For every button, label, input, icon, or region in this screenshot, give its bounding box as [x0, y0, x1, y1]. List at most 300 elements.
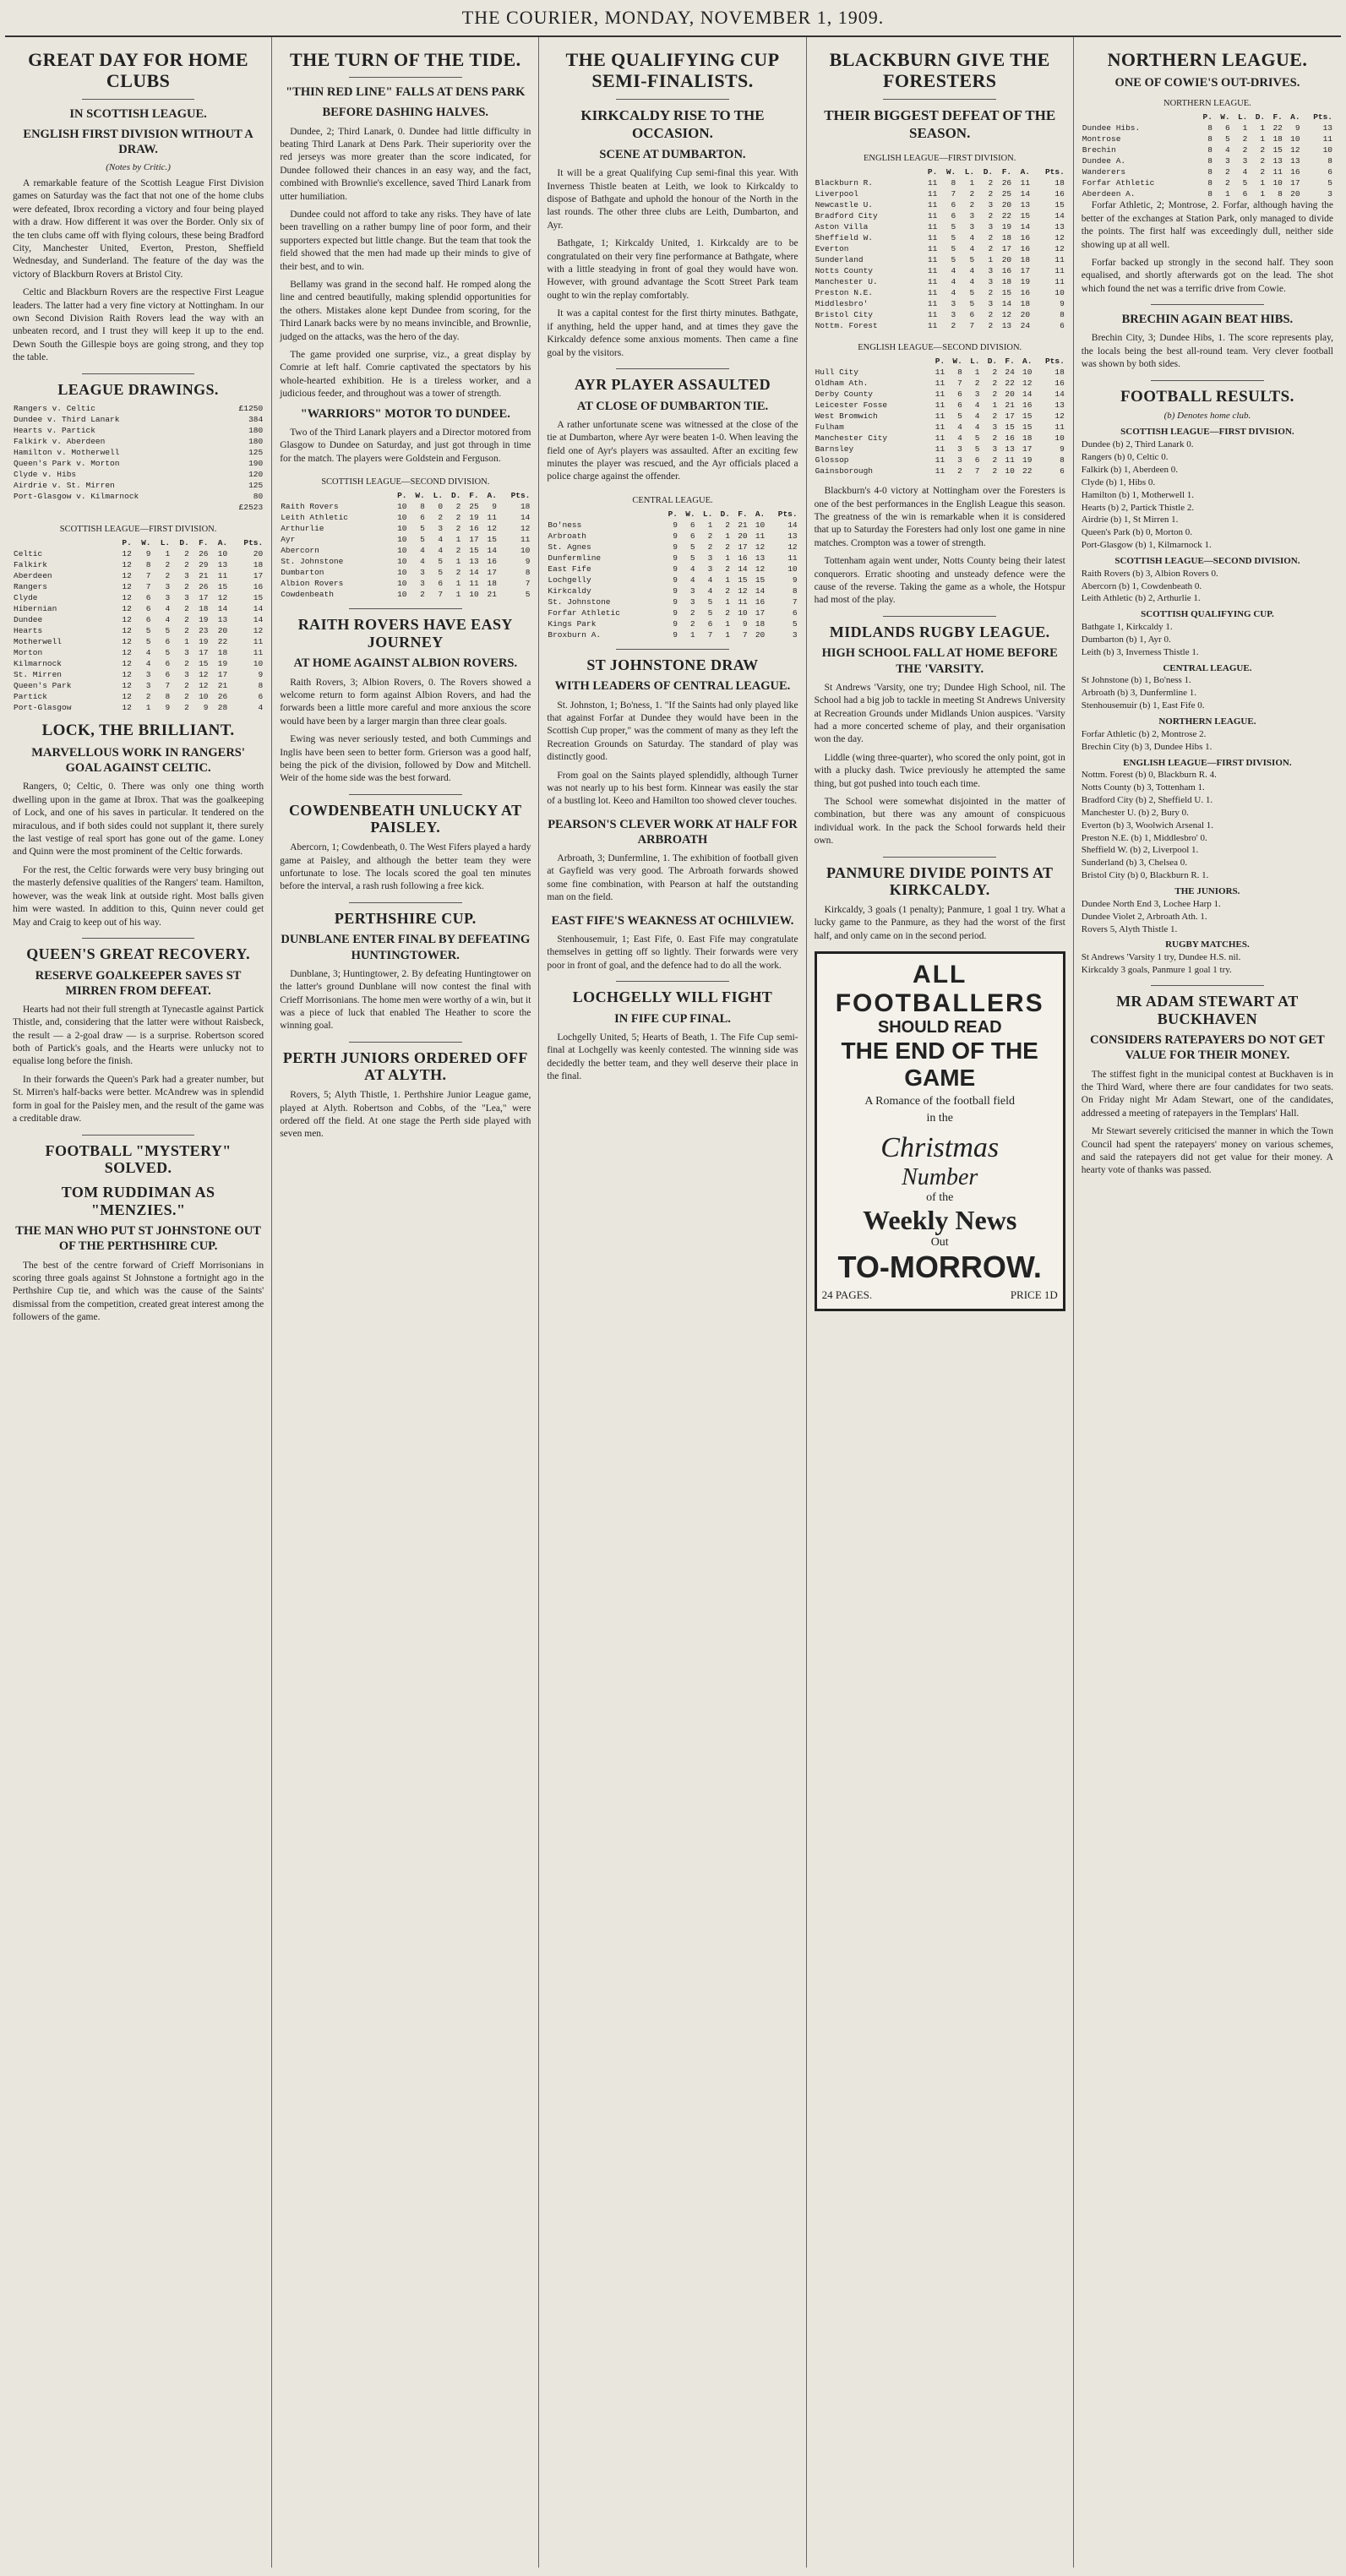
- list-item: Leith Athletic (b) 2, Arthurlie 1.: [1081, 593, 1201, 604]
- column-header: W.: [415, 491, 425, 501]
- table-cell: Motherwell: [14, 637, 63, 647]
- table-cell: 8: [525, 568, 531, 578]
- results-list: [1082, 426, 1333, 976]
- table-cell: 11: [935, 400, 945, 411]
- table-row: [13, 403, 264, 414]
- table-cell: Liverpool: [815, 189, 858, 199]
- article-paragraph: A rather unfortunate scene was witnessed at the close of the tie at Dumbarton, where Ayr were beaten 1-0. When leaving the field one of Ayr's players was assaulted. After an exciting few minutes the player was rescued, and the Ayr officials placed a police charge against the offender.: [547, 419, 798, 482]
- table-cell: 2: [184, 604, 189, 614]
- english-first-division-table: [815, 150, 1065, 331]
- table-row: [13, 603, 264, 614]
- table-cell: 3: [1224, 156, 1230, 166]
- table-cell: 4: [974, 400, 980, 411]
- article-perthshire-cup: [280, 910, 531, 1033]
- table-cell: 1: [1260, 189, 1266, 199]
- table-cell: 10: [397, 513, 407, 523]
- table-cell: 5: [145, 626, 151, 636]
- table-cell: Airdrie v. St. Mirren: [14, 481, 115, 491]
- table-cell: 6: [165, 670, 171, 680]
- headline-queens: QUEEN'S GREAT RECOVERY.: [26, 945, 250, 962]
- table-cell: 6: [420, 513, 425, 523]
- table-cell: 1: [1260, 134, 1266, 144]
- table-row: [815, 188, 1065, 199]
- table-cell: Abercorn: [281, 546, 319, 556]
- table-cell: 11: [935, 466, 945, 477]
- table-cell: 5: [438, 568, 444, 578]
- article-paragraph: For the rest, the Celtic forwards were very busy bringing out the masterly defensive qualities of the Rangers' team. Hamilton, however, was the weak link at outside right. Most balls given him were wasted. In addition to this, Quinn never could get May and Craig to keep out of his way.: [13, 864, 264, 928]
- table-cell: 11: [927, 222, 938, 232]
- column-header: [280, 490, 390, 501]
- list-item: Rangers (b) 0, Celtic 0.: [1081, 452, 1169, 463]
- table-cell: 3: [184, 648, 189, 658]
- ad-line: TO-MORROW.: [837, 1250, 1042, 1285]
- table-row: [815, 287, 1065, 298]
- table-cell: Derby County: [815, 389, 874, 400]
- table-cell: 13: [1001, 321, 1012, 331]
- table-cell: 11: [1054, 255, 1065, 265]
- column-header: F.: [469, 491, 479, 501]
- table-cell: 26: [1001, 178, 1012, 188]
- divider: [82, 373, 195, 374]
- table-row: [1082, 144, 1333, 155]
- table-row: [815, 243, 1065, 254]
- table-cell: Broxburn A.: [548, 629, 602, 640]
- table-cell: 12: [738, 585, 748, 596]
- table-cell: 4: [969, 277, 975, 287]
- article-blackburn-body: [815, 485, 1065, 607]
- table-cell: 12: [1054, 244, 1065, 254]
- results-section-heading: CENTRAL LEAGUE.: [1163, 662, 1252, 673]
- table-cell: 12: [122, 659, 132, 669]
- table-cell: 2: [992, 433, 998, 444]
- table-cell: 9: [673, 575, 678, 585]
- table-row: [13, 559, 264, 570]
- article-turn-of-tide: [280, 49, 531, 466]
- table-cell: 18: [253, 560, 264, 570]
- table-cell: Newcastle U.: [815, 200, 874, 210]
- subhead-brechin: BRECHIN AGAIN BEAT HIBS.: [1121, 313, 1294, 327]
- table-cell: 2: [184, 681, 189, 691]
- table-row: [1082, 166, 1333, 177]
- table-cell: Dundee A.: [1082, 156, 1126, 166]
- table-cell: 1: [988, 255, 994, 265]
- table-cell: 3: [145, 670, 151, 680]
- table-cell: 5: [969, 288, 975, 298]
- table-cell: 18: [1020, 299, 1031, 309]
- table-cell: 29: [199, 560, 209, 570]
- table-cell: 12: [122, 648, 132, 658]
- table-cell: 1: [1260, 178, 1266, 188]
- subhead-queens: RESERVE GOALKEEPER SAVES ST MIRREN FROM DEFEAT.: [35, 968, 242, 998]
- table-cell: 18: [755, 618, 766, 629]
- table-header-row: [1082, 112, 1333, 123]
- table-cell: 10: [1005, 466, 1015, 477]
- table-cell: 2: [455, 546, 461, 556]
- table-cell: 3: [1327, 189, 1332, 199]
- table-row: [280, 589, 531, 600]
- table-cell: 6: [258, 692, 264, 702]
- table-cell: Oldham Ath.: [815, 379, 869, 389]
- table-cell: 5: [1242, 178, 1248, 188]
- table-cell: 2: [1260, 145, 1266, 155]
- table-row: [13, 480, 264, 491]
- table-cell: 10: [397, 524, 407, 534]
- advertisement-weekly-news: [815, 951, 1065, 1311]
- column-header: L.: [160, 538, 171, 548]
- table-cell: 12: [1001, 310, 1012, 320]
- table-cell: 6: [145, 593, 151, 603]
- list-item: Queen's Park (b) 0, Morton 0.: [1081, 527, 1193, 538]
- table-cell: 11: [927, 189, 938, 199]
- table-cell: 19: [1001, 222, 1012, 232]
- table-cell: 24: [1005, 368, 1015, 378]
- table-cell: 17: [1001, 244, 1012, 254]
- table-cell: Manchester U.: [815, 277, 878, 287]
- table-cell: 23: [199, 626, 209, 636]
- table-cell: 17: [253, 571, 264, 581]
- divider: [883, 99, 996, 100]
- table-cell: 12: [122, 582, 132, 592]
- column-header: P.: [397, 491, 407, 501]
- table-cell: 18: [1272, 134, 1283, 144]
- table-cell: Aston Villa: [815, 222, 869, 232]
- table-cell: 2: [957, 466, 962, 477]
- table-cell: 6: [165, 637, 171, 647]
- column-header: F.: [738, 509, 748, 519]
- table-cell: 12: [1022, 379, 1033, 389]
- headline-great-day: GREAT DAY FOR HOME CLUBS: [28, 49, 249, 92]
- ad-line: A Romance of the football field: [864, 1095, 1016, 1108]
- table-cell: 4: [951, 288, 956, 298]
- table-cell: Barnsley: [815, 444, 854, 455]
- column-header: W.: [945, 167, 956, 177]
- table-cell: 2: [184, 626, 189, 636]
- ad-line: in the: [926, 1112, 953, 1125]
- table-cell: 3: [969, 211, 975, 221]
- table-cell: 180: [248, 437, 264, 447]
- list-item: Brechin City (b) 3, Dundee Hibs 1.: [1081, 741, 1212, 752]
- table-row: [815, 400, 1065, 411]
- column-header: P.: [935, 357, 945, 367]
- article-raith: [280, 616, 531, 786]
- divider: [616, 368, 729, 369]
- table-cell: 384: [248, 415, 264, 425]
- table-cell: 5: [951, 233, 956, 243]
- table-cell: 6: [707, 618, 713, 629]
- table-cell: 2: [1224, 178, 1230, 188]
- subhead-thin-red-line: "THIN RED LINE" FALLS AT DENS PARK: [286, 85, 526, 100]
- table-cell: 2: [1242, 145, 1248, 155]
- table-cell: 2: [992, 368, 998, 378]
- table-cell: 18: [487, 579, 497, 589]
- table-cell: 11: [935, 411, 945, 422]
- list-item: Hearts (b) 2, Partick Thistle 2.: [1081, 502, 1195, 513]
- table-cell: 8: [1060, 455, 1065, 466]
- table-cell: Glossop: [815, 455, 849, 466]
- table-cell: Brechin: [1082, 145, 1116, 155]
- article-paragraph: Stenhousemuir, 1; East Fife, 0. East Fife may congratulate themselves in getting off so lightly. Their forwards were very poor in front of goal, and the defence had to do all the work.: [547, 934, 798, 971]
- table-cell: Lochgelly: [548, 575, 591, 585]
- article-paragraph: The best of the centre forward of Crieff Morrisonians in scoring three goals against St Johnstone a fortnight ago in the Perthshire Cup tie, and which was the cause of the Saints' dismissal from the competition, created great interest among the followers of the game.: [13, 1260, 264, 1323]
- table-cell: 15: [1005, 422, 1015, 433]
- list-item: Bristol City (b) 0, Blackburn R. 1.: [1081, 870, 1209, 881]
- table-cell: Cowdenbeath: [281, 590, 334, 600]
- table-cell: 11: [935, 422, 945, 433]
- table-row: [13, 570, 264, 581]
- table-cell: 17: [1005, 411, 1015, 422]
- table-cell: 3: [420, 568, 425, 578]
- headline-panmure: PANMURE DIVIDE POINTS AT KIRKCALDY.: [826, 863, 1054, 899]
- table-cell: 11: [927, 277, 938, 287]
- table-cell: 14: [1020, 189, 1031, 199]
- results-section-heading: SCOTTISH LEAGUE—FIRST DIVISION.: [1120, 427, 1294, 438]
- results-section-heading: NORTHERN LEAGUE.: [1158, 716, 1256, 727]
- table-cell: 20: [738, 531, 748, 541]
- divider: [82, 938, 195, 939]
- article-paragraph: Bellamy was grand in the second half. He romped along the line and centred beautifully, making splendid opportunities for the others. Mistakes alone kept Dundee from scoring, for the Third Lanark backs were by no means invincible, and Brownlie, judged on the attacks, was the hero of the day.: [280, 280, 531, 342]
- table-cell: 11: [935, 389, 945, 400]
- table-cell: 12: [787, 542, 798, 552]
- headline-st-johnstone: ST JOHNSTONE DRAW: [586, 656, 759, 673]
- table-cell: 1: [165, 549, 171, 559]
- column-header: A.: [1290, 112, 1300, 123]
- table-cell: 11: [927, 255, 938, 265]
- table-cell: 6: [951, 200, 956, 210]
- table-cell: 13: [1054, 400, 1065, 411]
- table-cell: Hearts v. Partick: [14, 426, 95, 436]
- table-cell: Sheffield W.: [815, 233, 874, 243]
- table-cell: 5: [438, 557, 444, 567]
- table-cell: 11: [487, 513, 497, 523]
- table-cell: 21: [487, 590, 497, 600]
- article-paragraph: Brechin City, 3; Dundee Hibs, 1. The score represents play, the locals being the best all-round team. Very clever football was shown by both sides.: [1081, 333, 1333, 370]
- table-cell: 1: [725, 618, 730, 629]
- table-cell: 2: [988, 189, 994, 199]
- headline-buckhaven: MR ADAM STEWART AT BUCKHAVEN: [1116, 992, 1299, 1027]
- table-cell: 10: [397, 579, 407, 589]
- table-cell: 2: [992, 389, 998, 400]
- ad-pages: 24 PAGES.: [821, 1288, 873, 1302]
- list-item: Rovers 5, Alyth Thistle 1.: [1081, 923, 1178, 934]
- list-item: Airdrie (b) 1, St Mirren 1.: [1081, 515, 1179, 526]
- article-great-day: [13, 49, 264, 365]
- table-cell: 22: [217, 637, 228, 647]
- table-cell: 5: [957, 411, 962, 422]
- column-header: Pts.: [1044, 357, 1065, 367]
- table-cell: 3: [1242, 156, 1248, 166]
- article-paragraph: It will be a great Qualifying Cup semi-final this year. With Inverness Thistle beaten at Leith, we look to Kirkcaldy to dispose of Bathgate and uphold the honour of the North in the last rounds. The other three clubs are Leith, Dumbarton, and Ayr.: [547, 168, 798, 231]
- subhead-ruddiman: THE MAN WHO PUT ST JOHNSTONE OUT OF THE PERTHSHIRE CUP.: [15, 1224, 261, 1254]
- table-cell: 2: [725, 542, 730, 552]
- table-cell: 8: [145, 560, 151, 570]
- table-cell: 9: [673, 618, 678, 629]
- table-cell: 13: [469, 557, 479, 567]
- table-cell: 9: [673, 607, 678, 618]
- table-cell: 17: [217, 670, 228, 680]
- article-qualifying-cup: [547, 49, 798, 360]
- table-row: [280, 534, 531, 545]
- divider: [1151, 304, 1264, 305]
- table-cell: 8: [1207, 178, 1212, 188]
- table-row: [815, 422, 1065, 433]
- table-cell: 18: [1054, 178, 1065, 188]
- table-cell: 11: [1272, 167, 1283, 177]
- table-row: [1082, 123, 1333, 133]
- table-cell: 2: [184, 615, 189, 625]
- column-header: F.: [1001, 167, 1012, 177]
- table-cell: 16: [1054, 189, 1065, 199]
- table-cell: 12: [122, 571, 132, 581]
- table-cell: 12: [122, 670, 132, 680]
- table-cell: 5: [951, 222, 956, 232]
- table-row: [280, 512, 531, 523]
- table-row: [13, 691, 264, 702]
- table-cell: 10: [397, 568, 407, 578]
- table-cell: 80: [253, 492, 264, 502]
- table-cell: 17: [755, 607, 766, 618]
- article-paragraph: Mr Stewart severely criticised the manner in which the Town Council had spent the ratepayers' money on various schemes, and said the ratepayers did not get value for their money. A hearty vote of thanks was passed.: [1081, 1126, 1333, 1176]
- table-row: [547, 542, 798, 553]
- list-item: Manchester U. (b) 2, Bury 0.: [1081, 807, 1189, 818]
- table-cell: Dundee v. Third Lanark: [14, 415, 120, 425]
- table-cell: 11: [927, 266, 938, 276]
- column-header: F.: [1005, 357, 1015, 367]
- column-header: P.: [927, 167, 938, 177]
- table-row: [815, 265, 1065, 276]
- table-cell: Ayr: [281, 535, 296, 545]
- list-item: Dundee (b) 2, Third Lanark 0.: [1081, 439, 1194, 450]
- table-cell: 2: [988, 244, 994, 254]
- table-cell: 1: [725, 575, 730, 585]
- article-blackburn: [815, 49, 1065, 142]
- table-cell: 10: [1322, 145, 1332, 155]
- divider: [349, 608, 462, 609]
- list-item: Abercorn (b) 1, Cowdenbeath 0.: [1081, 580, 1202, 591]
- divider: [616, 981, 729, 982]
- results-section-heading: RUGBY MATCHES.: [1165, 939, 1250, 950]
- list-item: Bradford City (b) 2, Sheffield U. 1.: [1081, 795, 1213, 806]
- table-cell: 12: [122, 626, 132, 636]
- list-item: Notts County (b) 3, Tottenham 1.: [1081, 782, 1205, 793]
- table-row: [13, 425, 264, 436]
- table-cell: 26: [217, 692, 228, 702]
- article-paragraph: Kirkcaldy, 3 goals (1 penalty); Panmure, 1 goal 1 try. What a lucky game to the Panmure, as they had the worst of the first half, and only came on in the second period.: [814, 904, 1065, 941]
- table-cell: 11: [927, 233, 938, 243]
- table-cell: Blackburn R.: [815, 178, 874, 188]
- table-cell: 12: [122, 560, 132, 570]
- table-cell: 3: [951, 299, 956, 309]
- table-cell: 12: [122, 549, 132, 559]
- table-cell: Everton: [815, 244, 849, 254]
- table-row: [815, 378, 1065, 389]
- table-cell: 3: [165, 582, 171, 592]
- article-lock: [13, 722, 264, 929]
- table-cell: 9: [673, 596, 678, 607]
- table-cell: 2: [988, 321, 994, 331]
- table-cell: 8: [165, 692, 171, 702]
- english-second-division-table: [815, 340, 1065, 477]
- table-cell: 2: [184, 549, 189, 559]
- list-item: Preston N.E. (b) 1, Middlesbro' 0.: [1081, 832, 1207, 843]
- table-cell: 16: [1022, 400, 1033, 411]
- headline-turn-of-tide: THE TURN OF THE TIDE.: [290, 49, 521, 70]
- table-cell: 5: [974, 433, 980, 444]
- table-cell: 19: [1020, 277, 1031, 287]
- table-cell: 3: [988, 299, 994, 309]
- column-3: [539, 37, 806, 2568]
- table-cell: 16: [1290, 167, 1300, 177]
- table-cell: 2: [969, 200, 975, 210]
- table-row: [13, 680, 264, 691]
- table-row: [13, 614, 264, 625]
- divider: [349, 1042, 462, 1043]
- table-cell: 9: [1060, 444, 1065, 455]
- column-header: F.: [1272, 112, 1283, 123]
- article-football-results: [1082, 388, 1333, 977]
- table-cell: 8: [420, 502, 425, 512]
- table-cell: 2: [988, 211, 994, 221]
- table-row: [815, 232, 1065, 243]
- column-header: Pts.: [1044, 167, 1065, 177]
- column-header: D.: [983, 167, 994, 177]
- table-row: [13, 458, 264, 469]
- table-cell: 3: [184, 593, 189, 603]
- table-cell: 1: [725, 531, 730, 541]
- table-row: [13, 669, 264, 680]
- table-cell: 11: [1054, 422, 1065, 433]
- column-header: Pts.: [1313, 112, 1332, 123]
- table-cell: 125: [248, 481, 264, 491]
- table-cell: Port-Glasgow: [14, 703, 72, 713]
- table-cell: Middlesbro': [815, 299, 869, 309]
- table-cell: 14: [755, 585, 766, 596]
- table-cell: 5: [792, 618, 798, 629]
- table-cell: 16: [1054, 379, 1065, 389]
- list-item: Stenhousemuir (b) 1, East Fife 0.: [1081, 700, 1205, 711]
- table-cell: 17: [487, 568, 497, 578]
- table-cell: 6: [689, 520, 695, 530]
- table-cell: 24: [1020, 321, 1031, 331]
- list-item: Nottm. Forest (b) 0, Blackburn R. 4.: [1081, 770, 1217, 781]
- headline-northern-league: NORTHERN LEAGUE.: [1107, 49, 1308, 70]
- list-item: Sheffield W. (b) 2, Liverpool 1.: [1081, 845, 1199, 856]
- table-cell: 22: [1005, 379, 1015, 389]
- table-cell: 6: [145, 604, 151, 614]
- table-cell: 18: [1001, 233, 1012, 243]
- column-header: A.: [487, 491, 497, 501]
- table-cell: 1: [969, 178, 975, 188]
- subhead-pearson: PEARSON'S CLEVER WORK AT HALF FOR ARBROATH: [548, 817, 798, 847]
- table-cell: 6: [1327, 167, 1332, 177]
- table-cell: 1: [725, 629, 730, 640]
- table-cell: 13: [1272, 156, 1283, 166]
- table-cell: 3: [438, 524, 444, 534]
- table-cell: 25: [469, 502, 479, 512]
- divider: [883, 616, 996, 617]
- table-cell: 11: [935, 444, 945, 455]
- table-cell: 2: [689, 618, 695, 629]
- table-cell: 3: [957, 455, 962, 466]
- list-item: Dumbarton (b) 1, Ayr 0.: [1081, 634, 1171, 645]
- table-cell: 13: [217, 615, 228, 625]
- subhead-lock: MARVELLOUS WORK IN RANGERS' GOAL AGAINST CELTIC.: [31, 746, 245, 776]
- table-cell: Bo'ness: [548, 520, 582, 530]
- table-row: [547, 553, 798, 564]
- results-note: (b) Denotes home club.: [1163, 411, 1251, 422]
- table-cell: 2: [165, 560, 171, 570]
- table-cell: 6: [1060, 321, 1065, 331]
- table-cell: 10: [787, 564, 798, 574]
